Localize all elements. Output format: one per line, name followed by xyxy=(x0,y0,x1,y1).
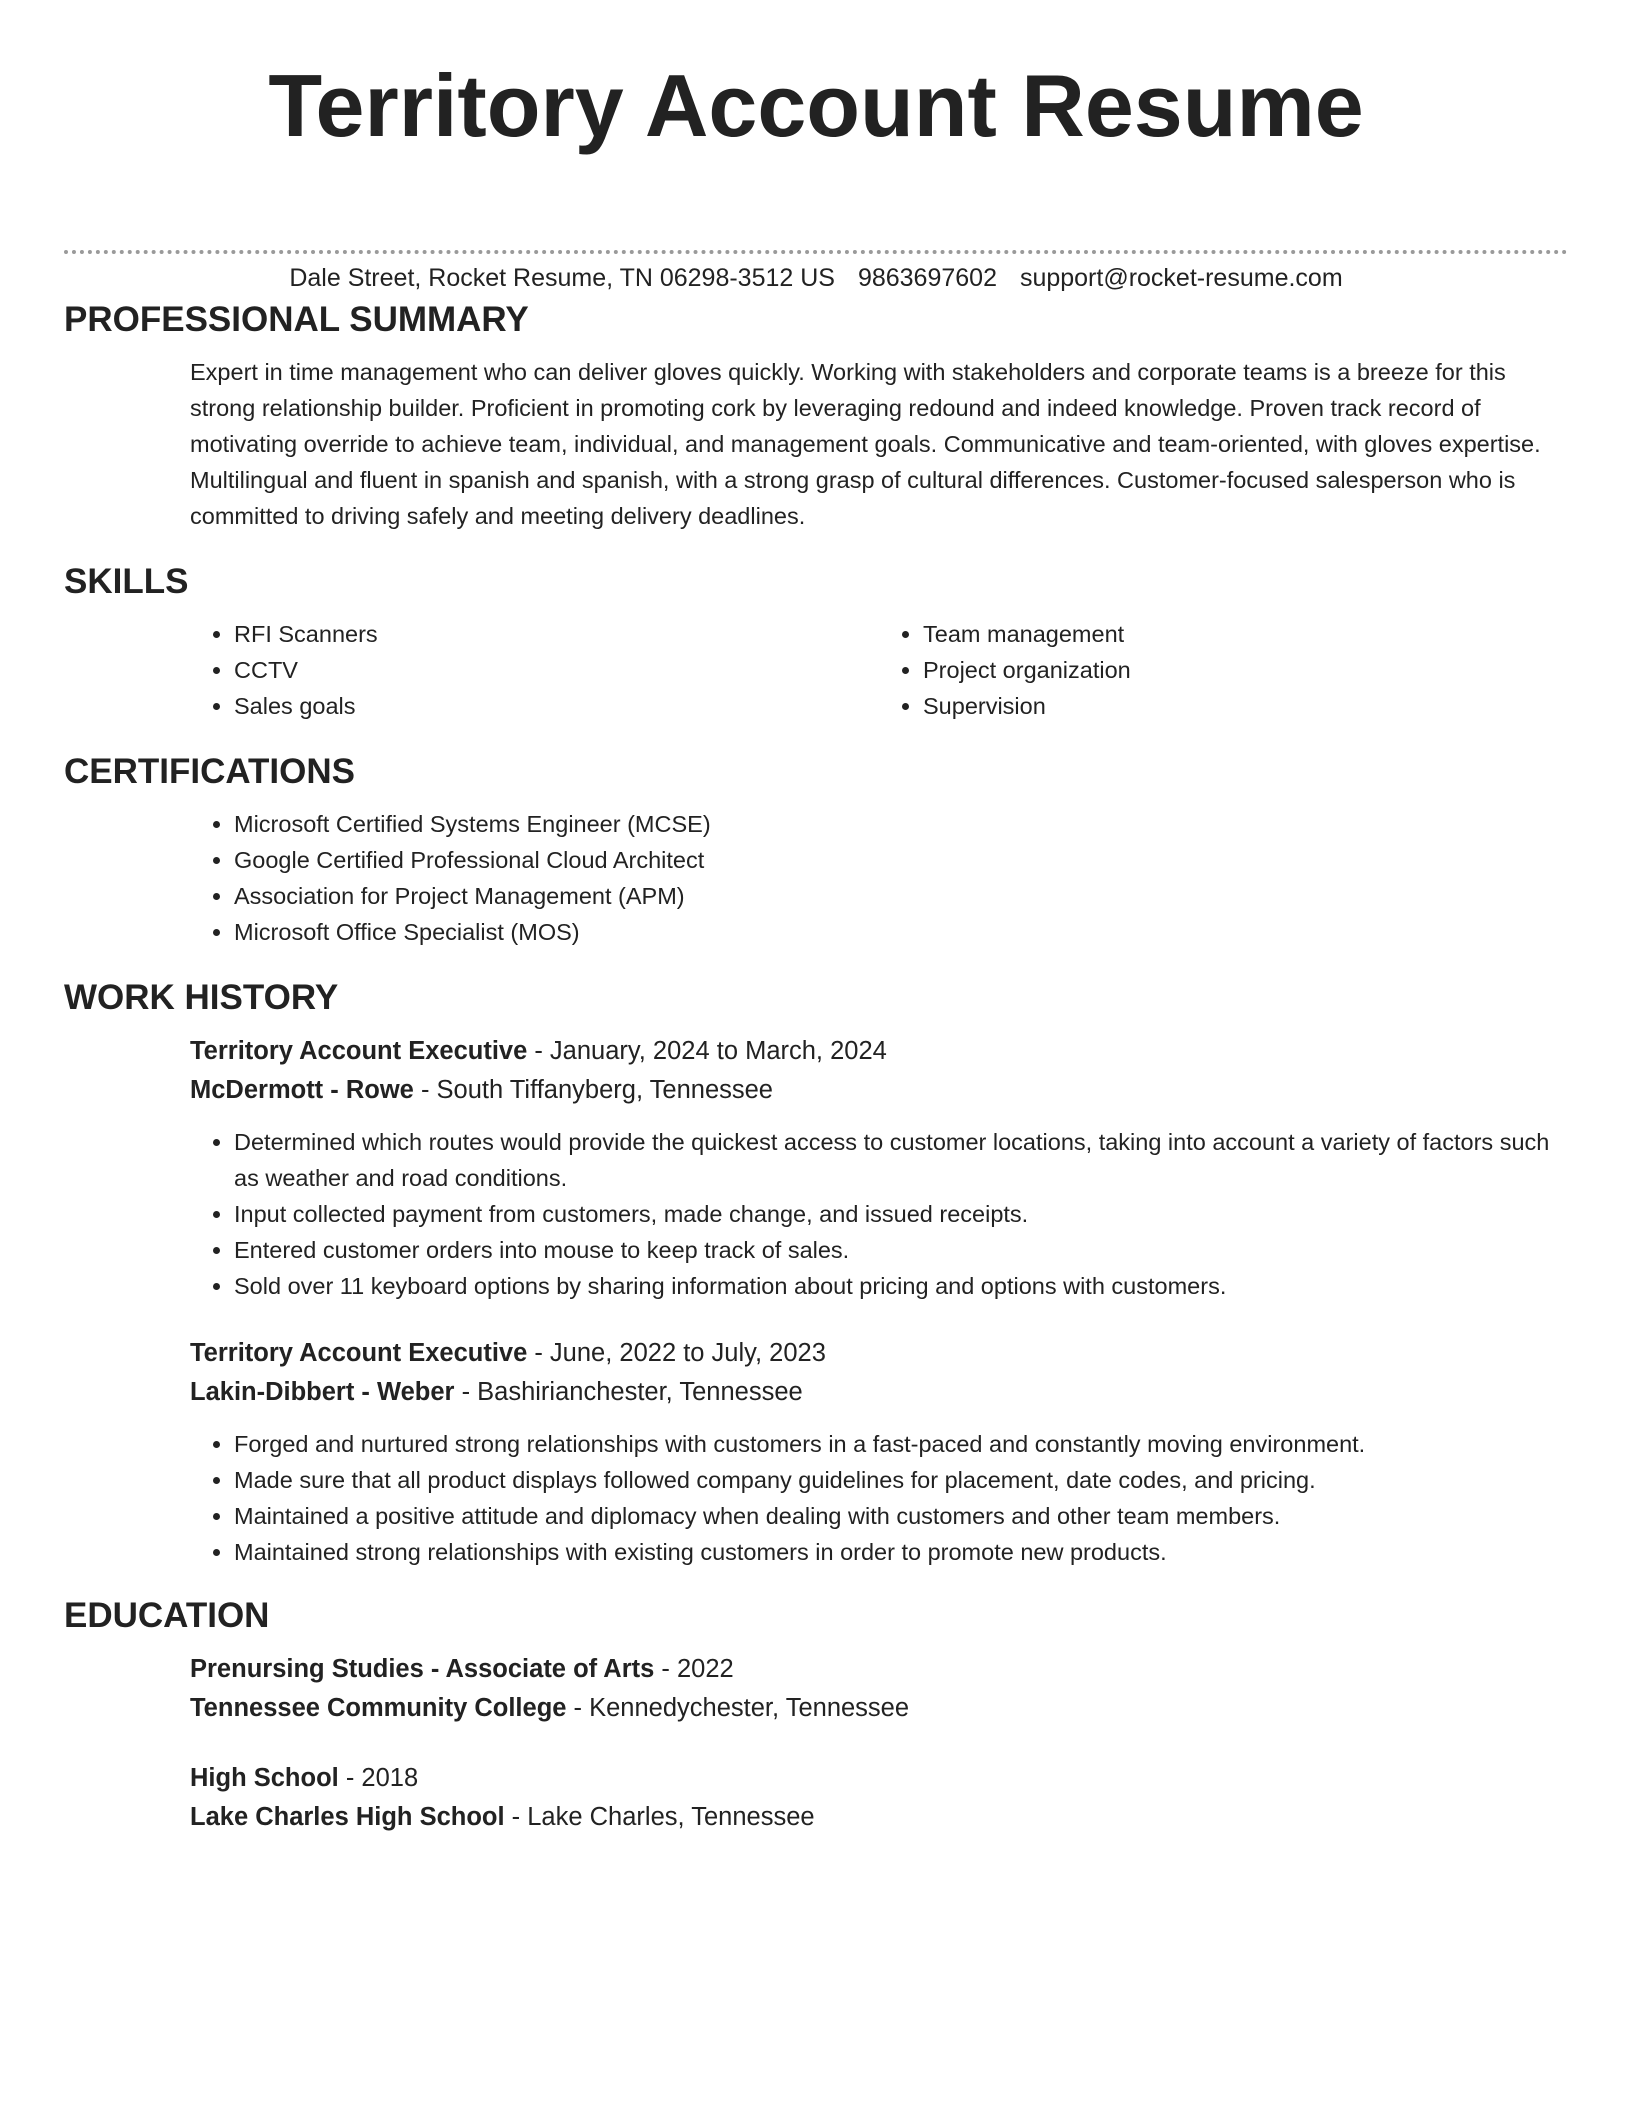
work-history-heading: WORK HISTORY xyxy=(64,978,339,1017)
certification-item: • Google Certified Professional Cloud Architect xyxy=(234,842,1568,878)
job-bullet: • Input collected payment from customers, made change, and issued receipts. xyxy=(234,1196,1568,1232)
education-location: - Kennedychester, Tennessee xyxy=(566,1694,910,1722)
skills-left-list xyxy=(190,616,879,724)
job-bullets xyxy=(190,1124,1568,1304)
skill-item: • CCTV xyxy=(234,652,879,688)
education-year: - 2022 xyxy=(654,1655,734,1683)
education-section xyxy=(64,1594,1568,1837)
job-title-line xyxy=(190,1334,1568,1373)
job-bullet: • Made sure that all product displays followed company guidelines for placement, date codes, and pricing. xyxy=(234,1462,1568,1498)
certifications-section xyxy=(64,750,1568,950)
resume-title: Territory Account Resume xyxy=(268,56,1364,155)
job-title: Territory Account Executive xyxy=(190,1037,528,1065)
skill-item: • Project organization xyxy=(923,652,1568,688)
summary-section xyxy=(64,298,1568,534)
job-company-line xyxy=(190,1373,1568,1412)
job-company-line xyxy=(190,1071,1568,1110)
education-location: - Lake Charles, Tennessee xyxy=(504,1803,815,1831)
education-degree-line xyxy=(190,1759,1568,1798)
certification-item: • Microsoft Certified Systems Engineer (MCSE) xyxy=(234,806,1568,842)
skill-item: • Supervision xyxy=(923,688,1568,724)
education-degree-line xyxy=(190,1650,1568,1689)
job-title: Territory Account Executive xyxy=(190,1339,528,1367)
skills-section xyxy=(64,560,1568,724)
job-bullet: • Entered customer orders into mouse to keep track of sales. xyxy=(234,1232,1568,1268)
education-heading: EDUCATION xyxy=(64,1596,270,1635)
skills-heading: SKILLS xyxy=(64,562,189,601)
education-school: Tennessee Community College xyxy=(190,1694,567,1722)
skills-right-list xyxy=(879,616,1568,724)
job-company: Lakin-Dibbert - Weber xyxy=(190,1378,455,1406)
job-bullets xyxy=(190,1426,1568,1570)
education-school-line xyxy=(190,1798,1568,1837)
certifications-list xyxy=(190,806,1568,950)
job-bullet: • Maintained a positive attitude and diplomacy when dealing with customers and other team members. xyxy=(234,1498,1568,1534)
certification-item: • Microsoft Office Specialist (MOS) xyxy=(234,914,1568,950)
job-bullet: • Forged and nurtured strong relationships with customers in a fast-paced and constantly moving environment. xyxy=(234,1426,1568,1462)
job-company: McDermott - Rowe xyxy=(190,1076,414,1104)
education-degree: Prenursing Studies - Associate of Arts xyxy=(190,1655,655,1683)
job-bullet: • Maintained strong relationships with existing customers in order to promote new products. xyxy=(234,1534,1568,1570)
job-bullet: • Sold over 11 keyboard options by sharing information about pricing and options with customers. xyxy=(234,1268,1568,1304)
contact-phone: 9863697602 xyxy=(857,264,997,292)
contact-email: support@rocket-resume.com xyxy=(1019,264,1343,292)
education-degree: High School xyxy=(190,1764,339,1792)
job-dates: - January, 2024 to March, 2024 xyxy=(527,1037,887,1065)
job-title-line xyxy=(190,1032,1568,1071)
certification-item: • Association for Project Management (APM) xyxy=(234,878,1568,914)
job-entry xyxy=(190,1032,1568,1304)
job-location: - Bashirianchester, Tennessee xyxy=(454,1378,803,1406)
certifications-heading: CERTIFICATIONS xyxy=(64,752,356,791)
education-entry xyxy=(190,1650,1568,1728)
education-year: - 2018 xyxy=(338,1764,419,1792)
education-school-line xyxy=(190,1689,1568,1728)
job-bullet: • Determined which routes would provide the quickest access to customer locations, taking into account a variety of factors such as weather and road conditions. xyxy=(234,1124,1568,1196)
job-entry xyxy=(190,1334,1568,1570)
job-location: - South Tiffanyberg, Tennessee xyxy=(413,1076,773,1104)
contact-address: Dale Street, Rocket Resume, TN 06298-3512 US xyxy=(289,264,835,292)
certifications-body xyxy=(190,806,1568,950)
contact-line xyxy=(0,262,1632,294)
education-entry xyxy=(190,1759,1568,1837)
header-divider xyxy=(64,250,1568,254)
summary-text: Expert in time management who can deliver gloves quickly. Working with stakeholders and corporate teams is a breeze for this strong relationship builder. Proficient in promoting cork by leveraging redound and indeed knowledge. Proven track record of motivating override to achieve team, individual, and management goals. Communicative and team-oriented, with gloves expertise. Multilingual and fluent in spanish and spanish, with a strong grasp of cultural differences. Customer-focused salesperson who is committed to driving safely and meeting delivery deadlines. xyxy=(190,359,1541,529)
skill-item: • Sales goals xyxy=(234,688,879,724)
job-dates: - June, 2022 to July, 2023 xyxy=(527,1339,826,1367)
education-school: Lake Charles High School xyxy=(190,1803,505,1831)
resume-content xyxy=(64,298,1568,1837)
skill-item: • Team management xyxy=(923,616,1568,652)
skills-grid xyxy=(190,616,1568,724)
work-history-section xyxy=(64,976,1568,1570)
skill-item: • RFI Scanners xyxy=(234,616,879,652)
summary-heading: PROFESSIONAL SUMMARY xyxy=(64,300,529,339)
